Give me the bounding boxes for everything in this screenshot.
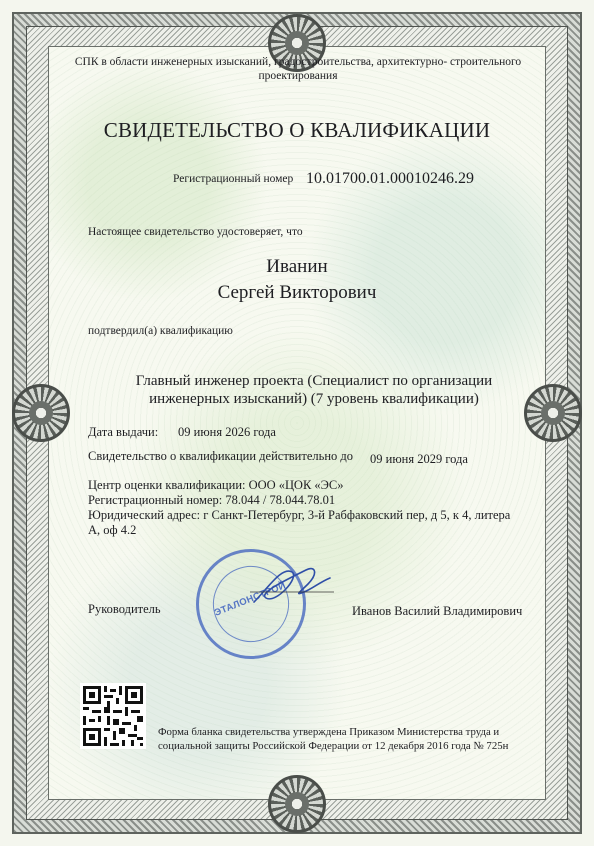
valid-until-date: 09 июня 2029 года (370, 452, 468, 466)
holder-surname: Иванин (266, 256, 328, 277)
certificate-title: СВИДЕТЕЛЬСТВО О КВАЛИФИКАЦИИ (103, 118, 491, 142)
head-label: Руководитель (88, 602, 161, 616)
form-approval-note: Форма бланка свидетельства утверждена Приказом Министерства труда и социальной защиты Российской Федерации от 12 декабря 2016 года № 725н (158, 726, 509, 752)
assessment-center-name: Центр оценки квалификации: ООО «ЦОК «ЭС» (88, 478, 344, 492)
assessment-center-registration: Регистрационный номер: 78.044 / 78.044.78.01 (88, 493, 336, 507)
holder-given-names: Сергей Викторович (217, 282, 377, 303)
stamp-text: ЭТАЛОНСТРОЙ (212, 580, 288, 619)
registration-label: Регистрационный номер (173, 173, 294, 185)
issue-date: 09 июня 2026 года (178, 425, 276, 439)
qualification-confirmed: подтвердил(а) квалификацию (88, 325, 233, 337)
assessment-center-address: Юридический адрес: г Санкт-Петербург, 3-й Рабфаковский пер, д 5, к 4, литера А, оф 4.2 (88, 508, 511, 537)
rosette-bottom-ornament (268, 775, 326, 833)
signature (246, 558, 336, 618)
qualification-title: Главный инженер проекта (Специалист по организации инженерных изысканий) (7 уровень квалификации) (135, 373, 493, 407)
rosette-right-ornament (524, 384, 582, 442)
certification-intro: Настоящее свидетельство удостоверяет, что (88, 226, 303, 238)
valid-until-label: Свидетельство о квалификации действительно до (88, 449, 353, 463)
head-name: Иванов Василий Владимирович (352, 604, 523, 618)
registration-number: 10.01700.01.00010246.29 (306, 170, 474, 187)
qr-code (80, 683, 146, 749)
issue-date-label: Дата выдачи: (88, 425, 159, 439)
issuing-council: СПК в области инженерных изысканий, градостроительства, архитектурно- строительного проектирования (74, 56, 522, 82)
rosette-left-ornament (12, 384, 70, 442)
